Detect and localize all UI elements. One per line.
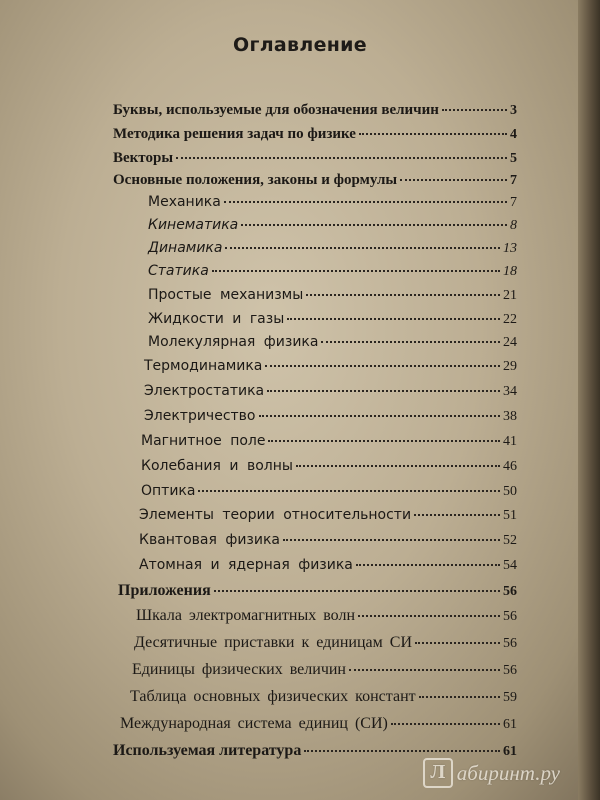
- toc-leader-dots: [267, 390, 500, 392]
- toc-entry-page: 4: [510, 127, 517, 142]
- toc-entry: [144, 408, 517, 425]
- toc-entry-label: Простые механизмы: [148, 287, 304, 303]
- toc-entry-page: 59: [503, 690, 517, 705]
- toc-entry-label: Буквы, используемые для обозначения величин: [113, 102, 439, 118]
- toc-entry-label: Жидкости и газы: [148, 311, 285, 327]
- toc-leader-dots: [214, 590, 500, 592]
- toc-entry-page: 29: [503, 359, 517, 374]
- toc-leader-dots: [321, 341, 500, 343]
- toc-leader-dots: [400, 179, 507, 181]
- toc-entry-label: Десятичные приставки к единицам СИ: [134, 634, 412, 651]
- toc-leader-dots: [306, 294, 500, 296]
- toc-leader-dots: [296, 465, 500, 467]
- toc-entry-page: 56: [503, 609, 517, 624]
- toc-entry: [139, 532, 517, 549]
- toc-entry: [113, 102, 517, 119]
- toc-entry: [136, 607, 517, 625]
- toc-entry-label: Оптика: [141, 483, 196, 499]
- toc-leader-dots: [225, 247, 500, 249]
- toc-leader-dots: [356, 564, 500, 566]
- toc-entry: [144, 358, 517, 375]
- toc-entry: [134, 634, 517, 652]
- toc-leader-dots: [419, 696, 500, 698]
- toc-entry-label: Приложения: [118, 582, 211, 599]
- toc-entry-label: Механика: [148, 194, 221, 210]
- toc-entry: [148, 217, 517, 234]
- toc-entry: [132, 661, 517, 679]
- toc-entry-label: Атомная и ядерная физика: [139, 557, 353, 573]
- watermark-text: абиринт.ру: [456, 760, 560, 785]
- toc-leader-dots: [414, 514, 500, 516]
- toc-leader-dots: [198, 490, 500, 492]
- toc-entry-page: 41: [503, 434, 517, 449]
- toc-entry-label: Динамика: [148, 240, 223, 256]
- toc-entry-page: 18: [503, 264, 517, 279]
- toc-entry-label: Векторы: [113, 150, 174, 166]
- toc-leader-dots: [349, 669, 500, 671]
- labirint-logo-icon: Л: [423, 758, 453, 788]
- toc-entry-label: Элементы теории относительности: [139, 507, 412, 523]
- toc-entry-label: Статика: [148, 263, 209, 279]
- toc-entry-label: Единицы физических величин: [132, 661, 346, 678]
- toc-entry: [141, 458, 517, 475]
- toc-entry: [113, 126, 517, 143]
- toc-entry-page: 54: [503, 558, 517, 573]
- toc-entry-page: 24: [503, 335, 517, 350]
- toc-entry-page: 21: [503, 288, 517, 303]
- toc-entry: [148, 263, 517, 280]
- toc-entry-label: Основные положения, законы и формулы: [113, 172, 398, 188]
- toc-leader-dots: [287, 318, 500, 320]
- toc-entry: [130, 688, 517, 706]
- toc-entry-page: 38: [503, 409, 517, 424]
- toc-entry-page: 56: [503, 663, 517, 678]
- toc-entry-page: 7: [510, 195, 517, 210]
- toc-entry-page: 46: [503, 459, 517, 474]
- toc-entry-page: 56: [503, 584, 517, 599]
- toc-entry-page: 13: [503, 241, 517, 256]
- toc-leader-dots: [265, 365, 500, 367]
- toc-entry-page: 34: [503, 384, 517, 399]
- toc-entry: [141, 483, 517, 500]
- toc-entry-page: 51: [503, 508, 517, 523]
- toc-entry: [139, 557, 517, 574]
- toc-entry: [144, 383, 517, 400]
- toc-entry-label: Электричество: [144, 408, 256, 424]
- toc-entry: [148, 334, 517, 351]
- page-title: Оглавление: [233, 34, 367, 56]
- toc-entry-label: Методика решения задач по физике: [113, 126, 356, 142]
- toc-leader-dots: [268, 440, 500, 442]
- toc-leader-dots: [415, 642, 500, 644]
- toc-entry-page: 52: [503, 533, 517, 548]
- toc-entry: [120, 715, 517, 733]
- toc-entry-label: Электростатика: [144, 383, 265, 399]
- labirint-watermark: [423, 758, 560, 788]
- toc-entry-page: 61: [503, 744, 517, 759]
- toc-entry: [148, 311, 517, 328]
- toc-entry-label: Магнитное поле: [141, 433, 266, 449]
- toc-entry-label: Квантовая физика: [139, 532, 280, 548]
- toc-entry: [139, 507, 517, 524]
- toc-entry-label: Используемая литература: [113, 742, 302, 759]
- toc-leader-dots: [212, 270, 500, 272]
- toc-entry-label: Колебания и волны: [141, 458, 293, 474]
- toc-entry-label: Молекулярная физика: [148, 334, 319, 350]
- toc-entry: [118, 582, 517, 600]
- toc-leader-dots: [283, 539, 500, 541]
- toc-entry: [113, 172, 517, 189]
- toc-entry-label: Шкала электромагнитных волн: [136, 607, 355, 624]
- toc-leader-dots: [176, 157, 507, 159]
- toc-leader-dots: [259, 415, 501, 417]
- toc-entry-label: Таблица основных физических констант: [130, 688, 416, 705]
- toc-leader-dots: [241, 224, 507, 226]
- toc-entry: [141, 433, 517, 450]
- toc-entry-page: 7: [510, 173, 517, 188]
- toc-entry-label: Кинематика: [148, 217, 239, 233]
- toc-entry-page: 50: [503, 484, 517, 499]
- toc-entry-page: 5: [510, 151, 517, 166]
- toc-entry-page: 22: [503, 312, 517, 327]
- toc-entry: [113, 150, 517, 167]
- toc-entry-page: 61: [503, 717, 517, 732]
- toc-leader-dots: [442, 109, 507, 111]
- toc-entry-page: 3: [510, 103, 517, 118]
- toc-entry-label: Международная система единиц (СИ): [120, 715, 388, 732]
- toc-entry: [148, 240, 517, 257]
- toc-leader-dots: [224, 201, 507, 203]
- toc-entry: [148, 194, 517, 211]
- toc-entry: [148, 287, 517, 304]
- toc-leader-dots: [358, 615, 500, 617]
- toc-leader-dots: [304, 750, 500, 752]
- toc-leader-dots: [359, 133, 507, 135]
- toc-entry-page: 8: [510, 218, 517, 233]
- toc-leader-dots: [391, 723, 500, 725]
- toc-entry-label: Термодинамика: [144, 358, 263, 374]
- toc-entry-page: 56: [503, 636, 517, 651]
